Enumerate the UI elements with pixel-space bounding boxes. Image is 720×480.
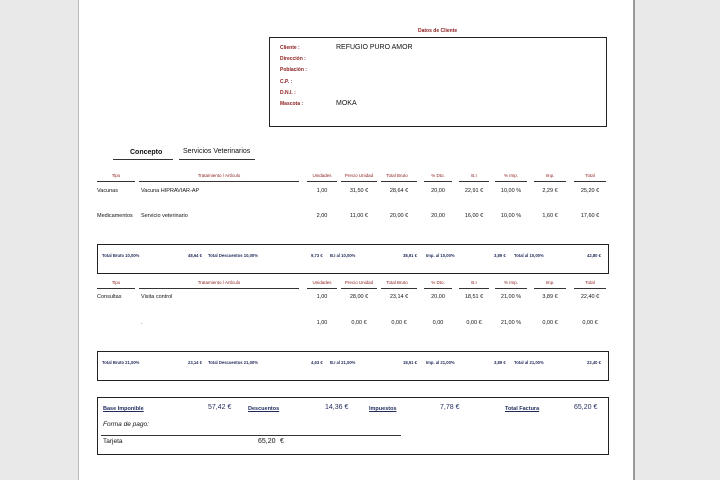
- total-imp-value: 3,89 €: [494, 360, 506, 365]
- pet-label: Mascota :: [280, 101, 304, 107]
- row-precio: 11,00 €: [350, 213, 368, 219]
- col-total: Total: [585, 173, 595, 178]
- descuentos-value: 14,36 €: [325, 404, 349, 411]
- base-imponible-label: Base Imponible: [103, 406, 144, 412]
- row-imp-pct: 21,00 %: [500, 294, 522, 300]
- row-bruto: 20,00 €: [389, 213, 409, 219]
- row-imp: 1,60 €: [542, 213, 558, 219]
- total-value: 42,80 €: [587, 253, 601, 258]
- row-unidades: 1,00: [316, 294, 328, 300]
- total-imp-label: Imp. al 21,00%: [426, 360, 455, 365]
- col-imp: Imp.: [545, 173, 555, 178]
- col-precio: Precio Unidad: [344, 173, 374, 178]
- col-imp-pct: % Imp.: [503, 173, 518, 178]
- header-rule: [139, 288, 299, 289]
- col-dto: % Dto.: [431, 280, 445, 285]
- total-bi-label: B.I al 21,00%: [330, 360, 356, 365]
- total-label: Total al 21,00%: [514, 360, 544, 365]
- row-total: 0,00 €: [582, 320, 598, 326]
- col-total: Total: [585, 280, 595, 285]
- concept-underline: [113, 159, 173, 160]
- impuestos-label: Impuestos: [369, 406, 397, 412]
- row-imp-pct: 10,00 %: [500, 213, 522, 219]
- descuentos-label: Descuentos: [248, 406, 280, 412]
- col-unidades: Unidades: [312, 173, 332, 178]
- total-label: Total al 10,00%: [514, 253, 544, 258]
- row-bi: 22,91 €: [464, 188, 484, 194]
- row-imp: 2,29 €: [542, 188, 558, 194]
- header-rule: [459, 181, 489, 182]
- row-precio: 28,00 €: [349, 294, 369, 300]
- payment-label: Forma de pago:: [103, 421, 149, 428]
- header-rule: [341, 288, 377, 289]
- total-factura-label: Total Factura: [505, 406, 540, 412]
- row-tratamiento: .: [141, 320, 143, 326]
- totals-box-10: [97, 244, 609, 274]
- client-value: REFUGIO PURO AMOR: [336, 44, 413, 51]
- base-imponible-value: 57,42 €: [208, 404, 232, 411]
- total-bi-value: 18,51 €: [403, 360, 417, 365]
- row-bruto: 23,14 €: [389, 294, 409, 300]
- pet-value: MOKA: [336, 100, 357, 107]
- total-bruto-label: Total Bruto 21,00%: [102, 360, 140, 365]
- payment-method: Tarjeta: [103, 438, 123, 445]
- header-rule: [97, 181, 135, 182]
- concept-label: Concepto: [130, 149, 163, 156]
- row-tratamiento: Servicio veterinario: [141, 213, 188, 219]
- row-unidades: 2,00: [316, 213, 328, 219]
- row-bi: 16,00 €: [464, 213, 484, 219]
- invoice-page: [78, 0, 635, 480]
- header-rule: [534, 288, 566, 289]
- row-bi: 0,00 €: [466, 320, 482, 326]
- header-rule: [341, 181, 377, 182]
- header-rule: [534, 181, 566, 182]
- total-desc-label: Total Descuentos 10,00%: [208, 253, 258, 258]
- total-bi-value: 38,91 €: [403, 253, 417, 258]
- header-rule: [574, 181, 606, 182]
- total-bruto-value: 48,64 €: [188, 253, 202, 258]
- row-total: 25,20 €: [580, 188, 600, 194]
- col-bruto: Total Bruto: [386, 280, 408, 285]
- col-bruto: Total Bruto: [386, 173, 408, 178]
- header-rule: [381, 288, 417, 289]
- summary-box: [97, 397, 609, 455]
- totals-box-21: [97, 351, 609, 381]
- dni-label: D.N.I. :: [280, 90, 296, 96]
- total-bruto-value: 23,14 €: [188, 360, 202, 365]
- row-tipo: Consultas: [97, 294, 122, 300]
- client-label: Cliente :: [280, 45, 300, 51]
- header-rule: [307, 181, 337, 182]
- header-rule: [139, 181, 299, 182]
- header-rule: [424, 181, 452, 182]
- col-tratamiento: Tratamiento / Artículo: [197, 280, 241, 285]
- header-rule: [459, 288, 489, 289]
- total-imp-value: 3,89 €: [494, 253, 506, 258]
- col-tratamiento: Tratamiento / Artículo: [197, 173, 241, 178]
- town-label: Población :: [280, 67, 307, 73]
- client-title: Datos de Cliente: [418, 28, 458, 34]
- col-imp: Imp.: [545, 280, 555, 285]
- header-rule: [307, 288, 337, 289]
- col-precio: Precio Unidad: [344, 280, 374, 285]
- header-rule: [381, 181, 417, 182]
- total-desc-value: 4,63 €: [311, 360, 323, 365]
- header-rule: [495, 288, 527, 289]
- row-bruto: 28,64 €: [389, 188, 409, 194]
- row-total: 17,60 €: [580, 213, 600, 219]
- header-rule: [495, 181, 527, 182]
- concept-value-underline: [179, 159, 255, 160]
- col-bi: B.I: [471, 173, 477, 178]
- total-bi-label: B.I al 10,00%: [330, 253, 356, 258]
- row-dto: 20,00: [431, 294, 445, 300]
- postal-code-label: C.P. :: [280, 79, 293, 85]
- row-imp-pct: 21,00 %: [500, 320, 522, 326]
- total-imp-label: Imp. al 10,00%: [426, 253, 455, 258]
- row-imp: 0,00 €: [542, 320, 558, 326]
- row-imp-pct: 10,00 %: [500, 188, 522, 194]
- row-imp: 3,89 €: [542, 294, 558, 300]
- col-tipo: Tipo: [111, 280, 121, 285]
- row-bi: 18,51 €: [464, 294, 484, 300]
- col-dto: % Dto.: [431, 173, 445, 178]
- total-value: 22,40 €: [587, 360, 601, 365]
- col-bi: B.I: [471, 280, 477, 285]
- row-total: 22,40 €: [580, 294, 600, 300]
- row-dto: 20,00: [431, 188, 445, 194]
- col-imp-pct: % Imp.: [503, 280, 518, 285]
- header-rule: [424, 288, 452, 289]
- client-box: [269, 37, 607, 127]
- row-tratamiento: Vacuna HIPRAVIAR-AP: [141, 188, 200, 194]
- address-label: Dirección :: [280, 56, 306, 62]
- total-desc-label: Total Descuentos 21,00%: [208, 360, 258, 365]
- row-dto: 0,00: [432, 320, 444, 326]
- row-precio: 0,00 €: [351, 320, 367, 326]
- row-tipo: Medicamentos: [97, 213, 133, 219]
- concept-value: Servicios Veterinarios: [183, 148, 251, 155]
- row-bruto: 0,00 €: [391, 320, 407, 326]
- row-unidades: 1,00: [316, 320, 328, 326]
- total-desc-value: 9,73 €: [311, 253, 323, 258]
- col-tipo: Tipo: [111, 173, 121, 178]
- row-dto: 20,00: [431, 213, 445, 219]
- col-unidades: Unidades: [312, 280, 332, 285]
- total-factura-value: 65,20 €: [574, 404, 598, 411]
- row-precio: 31,50 €: [349, 188, 369, 194]
- row-tipo: Vacunas: [97, 188, 118, 194]
- payment-amount: 65,20: [258, 438, 276, 445]
- row-unidades: 1,00: [316, 188, 328, 194]
- row-tratamiento: Visita control: [141, 294, 173, 300]
- header-rule: [574, 288, 606, 289]
- payment-rule: [101, 435, 401, 436]
- payment-currency: €: [280, 438, 284, 445]
- total-bruto-label: Total Bruto 10,00%: [102, 253, 140, 258]
- header-rule: [97, 288, 135, 289]
- impuestos-value: 7,78 €: [440, 404, 460, 411]
